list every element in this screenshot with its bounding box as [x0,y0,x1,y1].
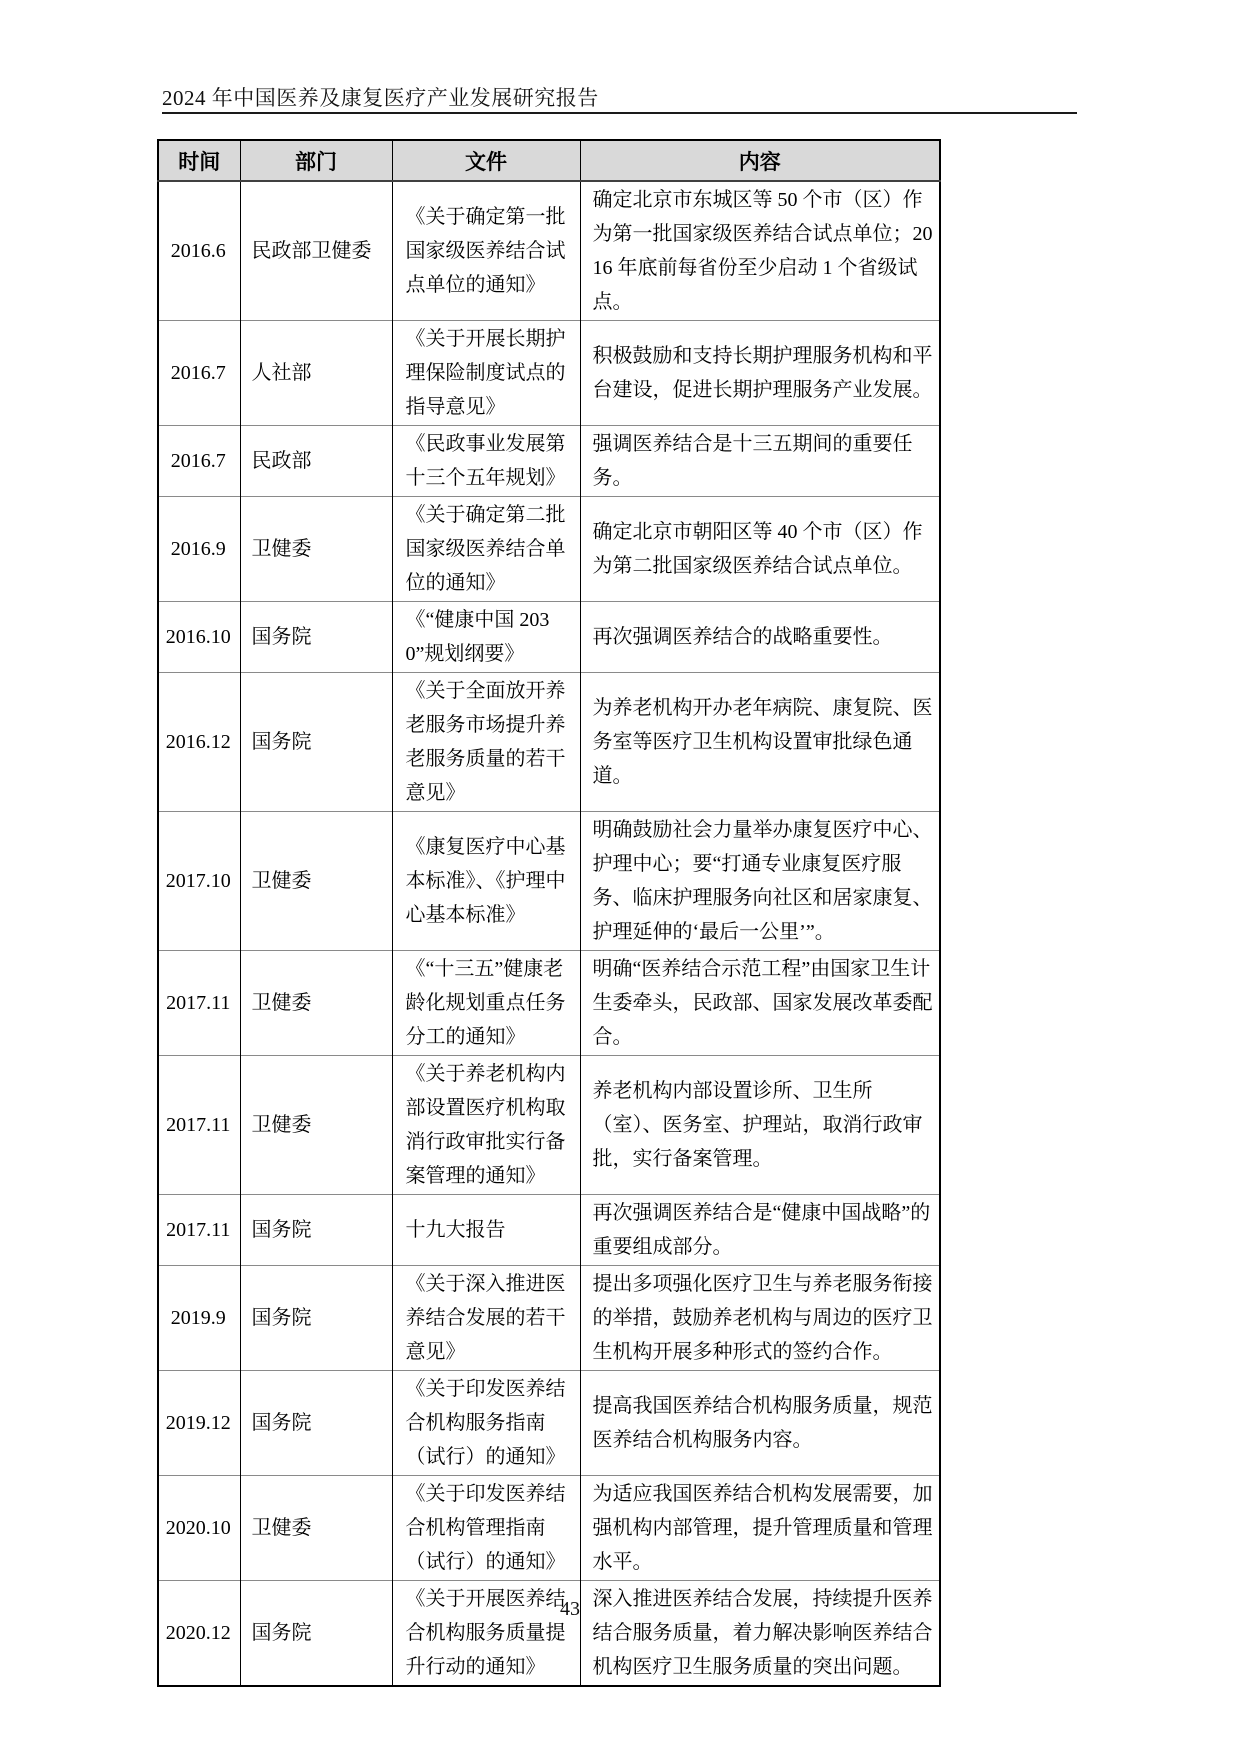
table-cell-doc: 《康复医疗中心基本标准》、《护理中心基本标准》 [392,812,580,951]
table-row [158,181,940,321]
table-cell-content: 为养老机构开办老年病院、康复院、医务室等医疗卫生机构设置审批绿色通道。 [580,673,940,812]
table-cell-time: 2016.10 [158,602,240,673]
table-cell-content: 确定北京市朝阳区等 40 个市（区）作为第二批国家级医养结合试点单位。 [580,497,940,602]
table-row [158,673,940,812]
table-cell-time: 2019.12 [158,1371,240,1476]
table-cell-doc: 《民政事业发展第十三个五年规划》 [392,426,580,497]
page-number: 43 [560,1598,580,1620]
table-cell-time: 2016.7 [158,426,240,497]
table-cell-time: 2017.11 [158,1195,240,1266]
table-header-row [158,140,940,181]
table-cell-time: 2017.10 [158,812,240,951]
table-row [158,321,940,426]
table-row [158,1476,940,1581]
table-cell-dept: 卫健委 [240,1056,392,1195]
table-cell-dept: 卫健委 [240,1476,392,1581]
table-row [158,812,940,951]
column-header: 时间 [158,140,240,181]
table-cell-time: 2016.7 [158,321,240,426]
table-cell-doc: 十九大报告 [392,1195,580,1266]
table-cell-dept: 民政部 [240,426,392,497]
table-cell-dept: 国务院 [240,602,392,673]
table-cell-dept: 卫健委 [240,951,392,1056]
table-cell-time: 2019.9 [158,1266,240,1371]
table-cell-time: 2017.11 [158,951,240,1056]
table-cell-content: 深入推进医养结合发展，持续提升医养结合服务质量，着力解决影响医养结合机构医疗卫生服务质量的突出问题。 [580,1581,940,1687]
table-row [158,1056,940,1195]
table-cell-doc: 《关于确定第二批国家级医养结合单位的通知》 [392,497,580,602]
table-cell-content: 提出多项强化医疗卫生与养老服务衔接的举措，鼓励养老机构与周边的医疗卫生机构开展多种形式的签约合作。 [580,1266,940,1371]
table-row [158,1371,940,1476]
table-cell-content: 再次强调医养结合是“健康中国战略”的重要组成部分。 [580,1195,940,1266]
column-header: 部门 [240,140,392,181]
table-cell-content: 养老机构内部设置诊所、卫生所（室）、医务室、护理站，取消行政审批，实行备案管理。 [580,1056,940,1195]
table-cell-doc: 《关于养老机构内部设置医疗机构取消行政审批实行备案管理的通知》 [392,1056,580,1195]
table-cell-dept: 国务院 [240,1371,392,1476]
table-cell-doc: 《“健康中国 2030”规划纲要》 [392,602,580,673]
table-cell-dept: 国务院 [240,1266,392,1371]
table-cell-doc: 《关于确定第一批国家级医养结合试点单位的通知》 [392,181,580,321]
table-cell-content: 明确“医养结合示范工程”由国家卫生计生委牵头，民政部、国家发展改革委配合。 [580,951,940,1056]
table-cell-doc: 《关于开展长期护理保险制度试点的指导意见》 [392,321,580,426]
policy-table [157,139,941,1687]
table-row [158,497,940,602]
table-cell-content: 再次强调医养结合的战略重要性。 [580,602,940,673]
table-row [158,1266,940,1371]
table-body [158,181,940,1686]
table-row [158,602,940,673]
table-cell-time: 2016.12 [158,673,240,812]
header-rule [162,112,1077,114]
table-cell-time: 2016.6 [158,181,240,321]
table-cell-doc: 《关于开展医养结合机构服务质量提升行动的通知》 [392,1581,580,1687]
table-cell-time: 2016.9 [158,497,240,602]
table-cell-doc: 《关于全面放开养老服务市场提升养老服务质量的若干意见》 [392,673,580,812]
column-header: 内容 [580,140,940,181]
table-cell-dept: 国务院 [240,673,392,812]
table-cell-dept: 人社部 [240,321,392,426]
table-cell-time: 2020.10 [158,1476,240,1581]
table-row [158,951,940,1056]
table-row [158,1195,940,1266]
table-cell-content: 明确鼓励社会力量举办康复医疗中心、护理中心；要“打通专业康复医疗服务、临床护理服务向社区和居家康复、护理延伸的‘最后一公里’”。 [580,812,940,951]
table-cell-dept: 国务院 [240,1195,392,1266]
table-cell-time: 2017.11 [158,1056,240,1195]
column-header: 文件 [392,140,580,181]
table-cell-content: 强调医养结合是十三五期间的重要任务。 [580,426,940,497]
table-cell-dept: 国务院 [240,1581,392,1687]
report-header-title: 2024 年中国医养及康复医疗产业发展研究报告 [162,86,599,110]
table-row [158,426,940,497]
table-cell-doc: 《关于深入推进医养结合发展的若干意见》 [392,1266,580,1371]
table-row [158,1581,940,1687]
table-cell-content: 积极鼓励和支持长期护理服务机构和平台建设，促进长期护理服务产业发展。 [580,321,940,426]
table-cell-doc: 《“十三五”健康老龄化规划重点任务分工的通知》 [392,951,580,1056]
table-cell-content: 确定北京市东城区等 50 个市（区）作为第一批国家级医养结合试点单位；2016 年底前每省份至少启动 1 个省级试点。 [580,181,940,321]
table-cell-content: 为适应我国医养结合机构发展需要，加强机构内部管理，提升管理质量和管理水平。 [580,1476,940,1581]
table-cell-doc: 《关于印发医养结合机构服务指南（试行）的通知》 [392,1371,580,1476]
table-cell-dept: 民政部卫健委 [240,181,392,321]
table-cell-dept: 卫健委 [240,812,392,951]
table-cell-content: 提高我国医养结合机构服务质量，规范医养结合机构服务内容。 [580,1371,940,1476]
table-cell-doc: 《关于印发医养结合机构管理指南（试行）的通知》 [392,1476,580,1581]
table-cell-time: 2020.12 [158,1581,240,1687]
table-cell-dept: 卫健委 [240,497,392,602]
